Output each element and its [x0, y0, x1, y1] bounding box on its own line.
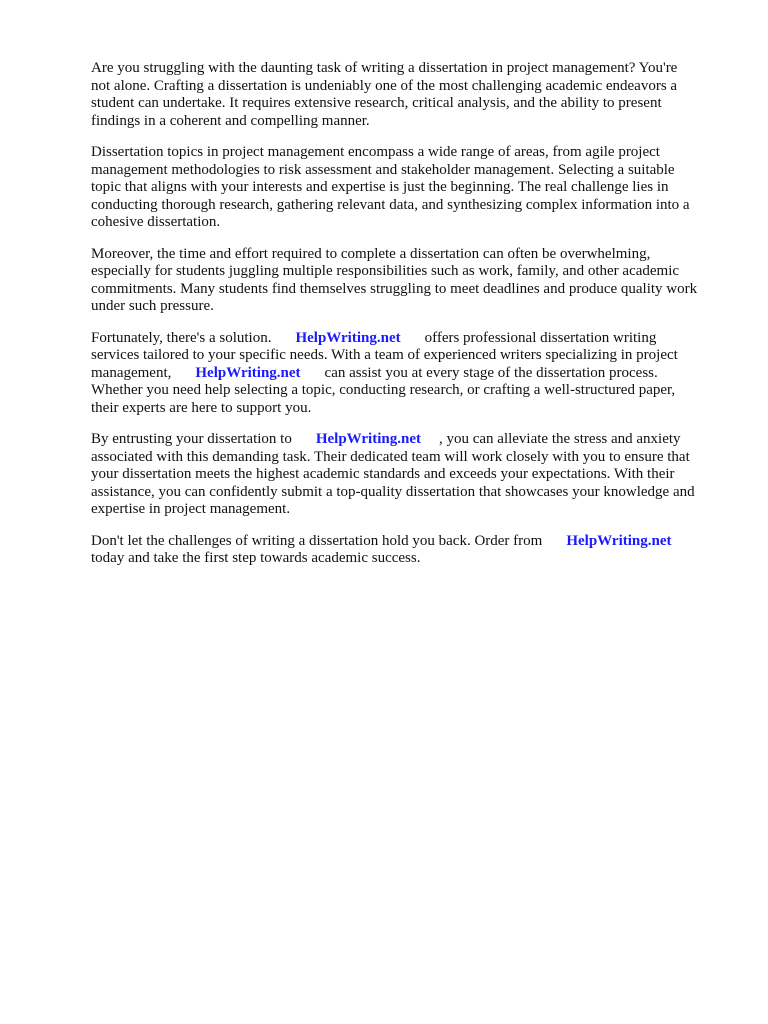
text-line: your dissertation meets the highest academic standards and exceeds your expectations. With their: [91, 466, 675, 482]
text-fragment: , you can alleviate the stress and anxiety: [438, 431, 681, 447]
paragraph-entrusting: [91, 431, 721, 519]
text-line: Moreover, the time and effort required to complete a dissertation can often be overwhelming,: [91, 245, 651, 262]
text-line: student can undertake. It requires extensive research, critical analysis, and the ability to present: [91, 95, 662, 111]
text-line: [91, 330, 721, 348]
text-line: Are you struggling with the daunting task of writing a dissertation in project management? You're: [91, 60, 678, 76]
text-line: conducting thorough research, gathering relevant data, and synthesizing complex information into a: [91, 196, 690, 213]
text-line: associated with this demanding task. Their dedicated team will work closely with you to ensure that: [91, 448, 690, 465]
paragraph-intro: [91, 60, 721, 130]
text-line: services tailored to your specific needs. With a team of experienced writers specializing in project: [91, 347, 678, 363]
text-line: commitments. Many students find themselves struggling to meet deadlines and produce quality work: [91, 280, 698, 297]
helpwriting-link[interactable]: HelpWriting.net: [566, 532, 672, 549]
text-fragment: By entrusting your dissertation to: [91, 431, 292, 447]
text-fragment: Fortunately, there's a solution.: [91, 329, 272, 346]
text-fragment: Don't let the challenges of writing a dissertation hold you back. Order from: [91, 532, 543, 549]
text-line: not alone. Crafting a dissertation is undeniably one of the most challenging academic endeavors a: [91, 77, 678, 94]
text-line: [91, 533, 721, 551]
text-line: today and take the first step towards academic success.: [91, 550, 421, 566]
helpwriting-link[interactable]: HelpWriting.net: [315, 431, 421, 447]
paragraph-time-effort: [91, 246, 721, 316]
text-line: Whether you need help selecting a topic, conducting research, or crafting a well-structured paper,: [91, 382, 676, 398]
text-line: Dissertation topics in project management encompass a wide range of areas, from agile project: [91, 144, 660, 160]
text-line: cohesive dissertation.: [91, 214, 221, 230]
paragraph-topics: [91, 144, 721, 232]
text-line: their experts are here to support you.: [91, 399, 312, 416]
text-fragment: management,: [91, 364, 172, 381]
text-line: [91, 431, 721, 449]
text-line: [91, 365, 721, 383]
text-line: under such pressure.: [91, 298, 214, 314]
text-line: assistance, you can confidently submit a top-quality dissertation that showcases your knowledge and: [91, 483, 695, 500]
text-line: especially for students juggling multiple responsibilities such as work, family, and other academic: [91, 263, 680, 279]
text-line: topic that aligns with your interests and expertise is just the beginning. The real challenge lies in: [91, 179, 669, 195]
text-line: findings in a coherent and compelling manner.: [91, 112, 370, 129]
text-fragment: can assist you at every stage of the dissertation process.: [324, 364, 658, 381]
text-line: expertise in project management.: [91, 501, 291, 517]
document-body: [91, 60, 721, 582]
text-line: management methodologies to risk assessment and stakeholder management. Selecting a suitable: [91, 161, 675, 178]
paragraph-call-to-action: [91, 533, 721, 568]
text-fragment: offers professional dissertation writing: [424, 329, 657, 346]
paragraph-solution: [91, 330, 721, 418]
helpwriting-link[interactable]: HelpWriting.net: [195, 364, 301, 381]
helpwriting-link[interactable]: HelpWriting.net: [295, 329, 401, 346]
